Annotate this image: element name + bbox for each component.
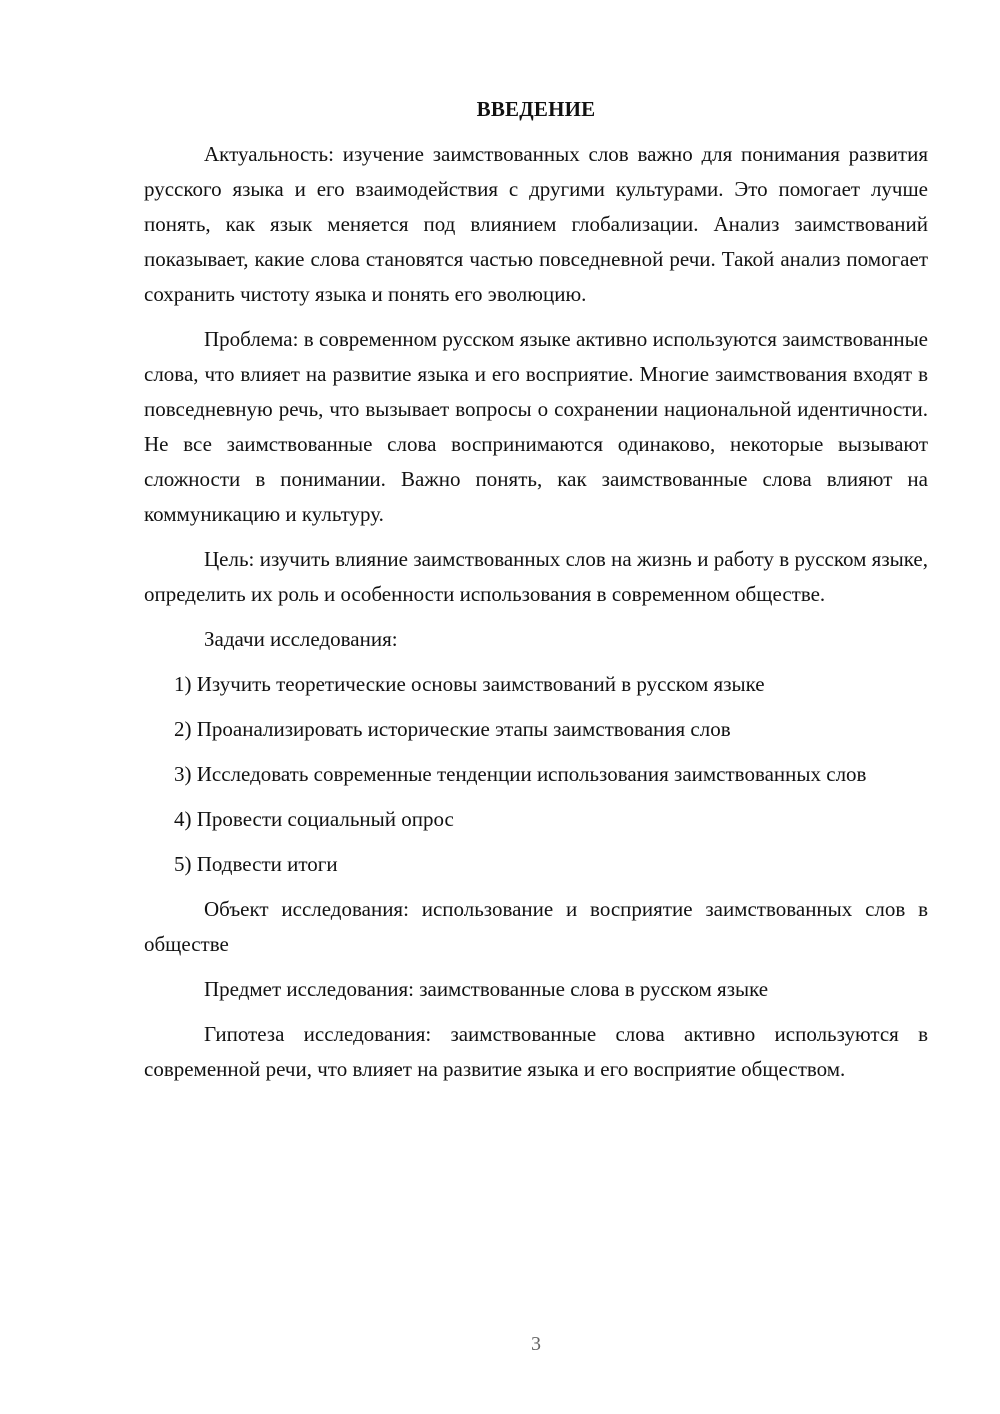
object-paragraph: Объект исследования: использование и восприятие заимствованных слов в обществе: [144, 897, 928, 956]
task-item-3: 3) Исследовать современные тенденции использования заимствованных слов: [174, 762, 867, 786]
relevance-paragraph: Актуальность: изучение заимствованных слов важно для понимания развития русского языка и его взаимодействия с другими культурами. Это помогает лучше понять, как язык меняется под влиянием глобализации. Анализ заимствований показывает, какие слова становятся частью повседневной речи. Такой анализ помогает сохранить чистоту языка и понять его эволюцию.: [144, 142, 928, 306]
task-item-2: 2) Проанализировать исторические этапы заимствования слов: [174, 717, 731, 741]
task-item-5: 5) Подвести итоги: [174, 852, 338, 876]
document-page: [144, 92, 928, 1097]
tasks-heading: Задачи исследования:: [204, 627, 398, 651]
subject-paragraph: Предмет исследования: заимствованные слова в русском языке: [204, 977, 769, 1001]
goal-paragraph: Цель: изучить влияние заимствованных слов на жизнь и работу в русском языке, определить их роль и особенности использования в современном обществе.: [144, 547, 928, 606]
task-item-4: 4) Провести социальный опрос: [174, 807, 454, 831]
hypothesis-paragraph: Гипотеза исследования: заимствованные слова активно используются в современной речи, что влияет на развитие языка и его восприятие обществом.: [144, 1022, 928, 1081]
page-number: 3: [531, 1333, 541, 1355]
page-title: ВВЕДЕНИЕ: [476, 97, 596, 121]
problem-paragraph: Проблема: в современном русском языке активно используются заимствованные слова, что влияет на развитие языка и его восприятие. Многие заимствования входят в повседневную речь, что вызывает вопросы о сохранении национальной идентичности. Не все заимствованные слова воспринимаются одинаково, некоторые вызывают сложности в понимании. Важно понять, как заимствованные слова влияют на коммуникацию и культуру.: [144, 327, 928, 526]
task-item-1: 1) Изучить теоретические основы заимствований в русском языке: [174, 672, 765, 696]
